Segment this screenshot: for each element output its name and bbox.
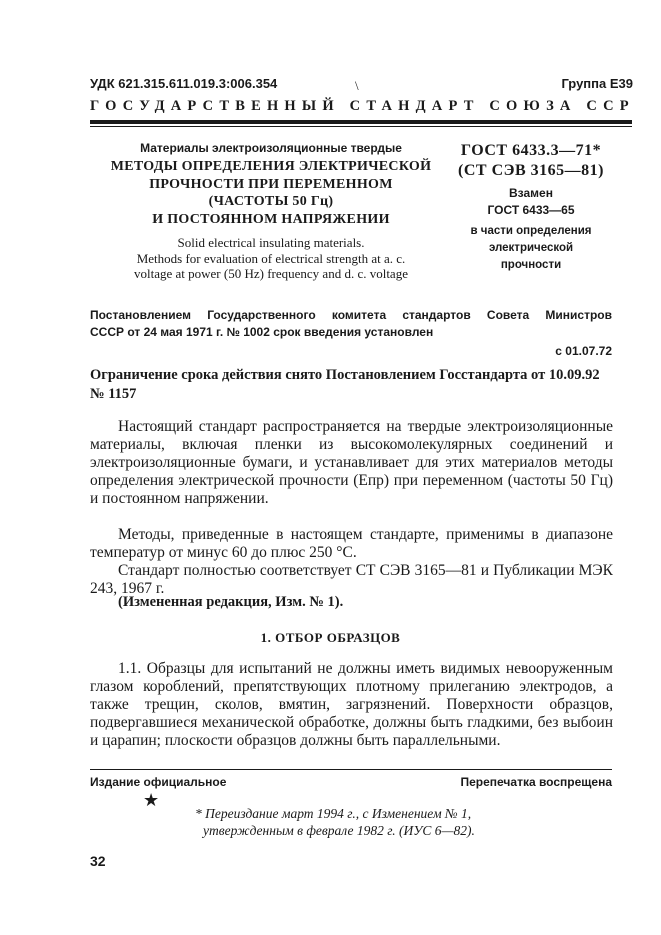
official-edition: Издание официальное <box>90 775 227 789</box>
heading-rule-thin <box>90 126 632 127</box>
reissue-note-line-2: утвержденным в феврале 1982 г. (ИУС 6—82). <box>203 823 475 838</box>
title-ru-line: И ПОСТОЯННОМ НАПРЯЖЕНИИ <box>152 211 390 227</box>
replaces-gost: ГОСТ 6433—65 <box>487 203 575 217</box>
sampling-paragraph: 1.1. Образцы для испытаний не должны иметь видимых невооруженным глазом короблений, препятствующих плотному прилеганию электродов, а также трещин, сколов, вмятин, загрязнений. Поверхности образцов, подвергавшиеся механической обработке, должны быть гладкими, без выбоин и царапин; плоскости образцов должны быть параллельными. <box>90 660 613 749</box>
title-ru-line: ПРОЧНОСТИ ПРИ ПЕРЕМЕННОМ <box>149 176 393 192</box>
title-ru-line: МЕТОДЫ ОПРЕДЕЛЕНИЯ ЭЛЕКТРИЧЕСКОЙ <box>110 159 432 174</box>
temperature-paragraph: Методы, приведенные в настоящем стандарте, применимы в диапазоне температур от минус 60 до плюс 250 °С. <box>90 526 613 561</box>
heading-rule <box>90 120 632 124</box>
materials-line: Материалы электроизоляционные твердые <box>140 141 402 155</box>
compliance-paragraph: Стандарт полностью соответствует СТ СЭВ 3165—81 и Публикации МЭК 243, 1967 г. <box>90 562 613 597</box>
amendment-note: (Измененная редакция, Изм. № 1). <box>118 594 344 610</box>
page-number: 32 <box>90 853 106 869</box>
replaces-label: Взамен <box>509 186 553 200</box>
title-russian <box>96 158 446 228</box>
reissue-note-line-1: * Переиздание март 1994 г., с Изменением № 1, <box>195 806 472 821</box>
star-icon: ★ <box>143 790 160 810</box>
mark-glyph: \ <box>355 78 359 93</box>
decree-line-1: Постановлением Государственного комитета стандартов Совета Министров <box>90 308 612 322</box>
reprint-prohibited: Перепечатка воспрещена <box>460 775 612 789</box>
replaces-note-line: в части определения <box>470 225 592 237</box>
effective-date: с 01.07.72 <box>555 344 612 358</box>
group-code: Группа Е39 <box>561 76 633 91</box>
footer-rule <box>90 769 612 770</box>
title-block <box>96 141 446 282</box>
gost-number: ГОСТ 6433.3—71* <box>460 142 602 159</box>
designation-block <box>456 141 606 274</box>
scope-paragraph: Настоящий стандарт распространяется на твердые электроизоляционные материалы, включая пленки из высокомолекулярных соединений и электроизоляционные бумаги, и устанавливает для этих материалов методы определения электрической прочности (Eпр) при переменном (частоты 50 Гц) и постоянном напряжении. <box>90 418 613 507</box>
st-sev-number: (СТ СЭВ 3165—81) <box>458 162 604 179</box>
udk-code: УДК 621.315.611.019.3:006.354 <box>90 76 278 91</box>
replaces-note-line: прочности <box>500 259 562 271</box>
state-standard-heading: ГОСУДАРСТВЕННЫЙ СТАНДАРТ СОЮЗА ССР <box>90 98 635 114</box>
title-english <box>96 235 446 282</box>
title-en-line: Methods for evaluation of electrical strength at a. c. <box>136 250 406 266</box>
title-ru-line: (ЧАСТОТЫ 50 Гц) <box>208 194 334 209</box>
replaces-note-line: электрической <box>488 242 574 254</box>
title-en-line: Solid electrical insulating materials. <box>177 235 365 250</box>
decree-line-2: СССР от 24 мая 1971 г. № 1002 срок введения установлен <box>90 325 434 339</box>
section-title: 1. ОТБОР ОБРАЗЦОВ <box>260 630 401 645</box>
limitation-notice: Ограничение срока действия снято Постановлением Госстандарта от 10.09.92 № 1157 <box>90 367 600 402</box>
title-en-line: voltage at power (50 Hz) frequency and d. c. voltage <box>134 266 408 281</box>
